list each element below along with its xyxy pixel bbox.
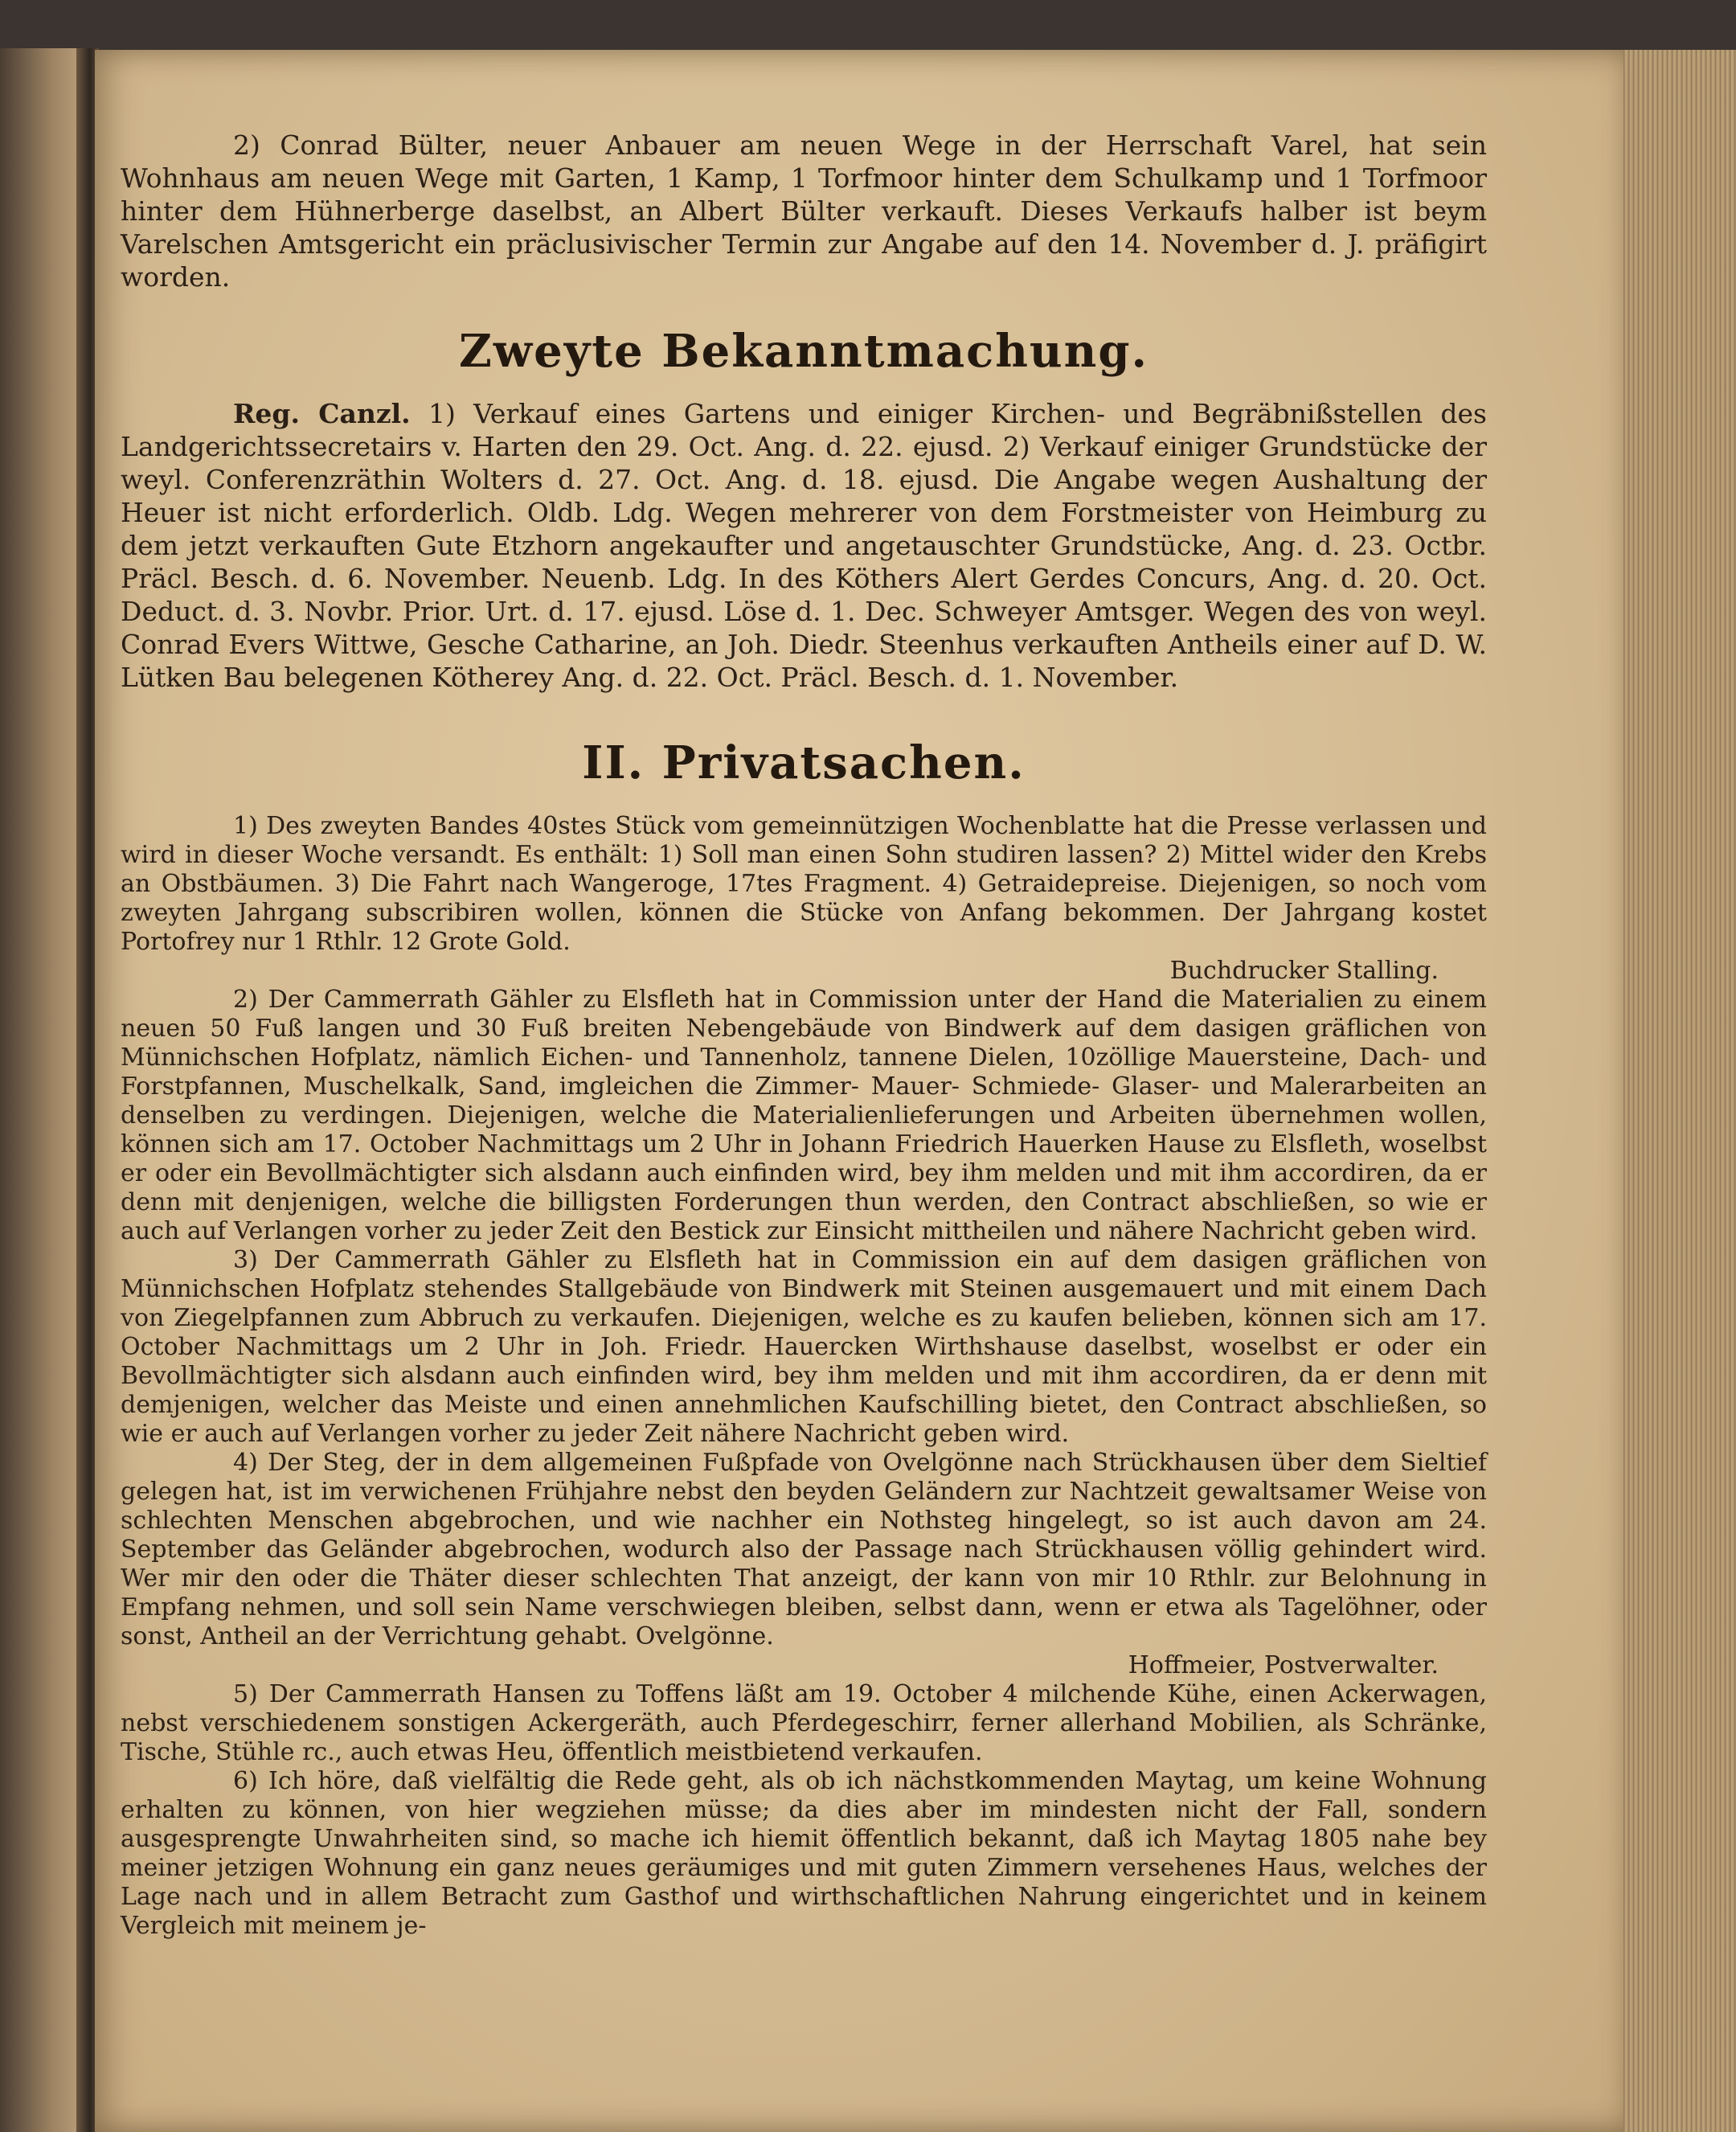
private-item-4-signature: Hoffmeier, Postverwalter. xyxy=(1128,1651,1439,1679)
heading-second-announcement: Zweyte Bekanntmachung. xyxy=(458,325,1149,378)
private-item-2: 2) Der Cammerrath Gähler zu Elsfleth hat in Commission unter der Hand die Materialien zu einem neuen 50 Fuß langen und 30 Fuß breiten Nebengebäude von Bindwerk auf dem dasigen gräflichen von Münnichschen Hofplatz, nämlich Eichen- und Tannenholz, tannene Dielen, 10zöllige Mauersteine, Dach- und Forstpfannen, Muschelkalk, Sand, imgleichen die Zimmer- Mauer- Schmiede- Glaser- und Malerarbeiten an denselben zu verdingen. Diejenigen, welche die Materialienlieferungen und Arbeiten übernehmen wollen, können sich am 17. October Nachmittags um 2 Uhr in Johann Friedrich Hauerken Hause zu Elsfleth, woselbst er oder ein Bevollmächtigter sich alsdann auch einfinden wird, bey ihm melden und mit ihm accordiren, da er denn mit denjenigen, welche die billigsten Forderungen thun werden, den Contract abschließen, so wie er auch auf Verlangen vorher zu jeder Zeit den Bestick zur Einsicht mittheilen und nähere Nachricht geben wird. xyxy=(121,986,1487,1245)
private-item-5: 5) Der Cammerrath Hansen zu Toffens läßt am 19. October 4 milchende Kühe, einen Ackerwagen, nebst verschiedenem sonstigen Ackergeräth, auch Pferdegeschirr, ferner allerhand Mobilien, als Schränke, Tische, Stühle rc., auch etwas Heu, öffentlich meistbietend verkaufen. xyxy=(121,1680,1487,1766)
heading-private-matters: II. Privatsachen. xyxy=(582,736,1026,789)
second-announcement xyxy=(121,397,1487,694)
private-list xyxy=(121,812,1487,1941)
private-item-1-signature: Buchdrucker Stalling. xyxy=(1169,957,1439,985)
page-content xyxy=(121,129,1487,1941)
private-item-4: 4) Der Steg, der in dem allgemeinen Fußpfade von Ovelgönne nach Strückhausen über dem Sieltief gelegen hat, ist im verwichenen Frühjahre nebst den beyden Geländern zur Nachtzeit gewaltsamer Weise von schlechten Menschen abgebrochen, und wie nachher ein Nothsteg hingelegt, so ist auch davon am 24. September das Geländer abgebrochen, wodurch also der Passage nach Strückhausen völlig gehindert wird. Wer mir den oder die Thäter dieser schlechten That anzeigt, der kann von mir 10 Rthlr. zur Belohnung in Empfang nehmen, und soll sein Name verschwiegen bleiben, selbst dann, wenn er etwa als Tagelöhner, oder sonst, Antheil an der Verrichtung gehabt. Ovelgönne. xyxy=(121,1449,1487,1650)
second-announcement-text: 1) Verkauf eines Gartens und einiger Kirchen- und Begräbnißstellen des Landgerichtssecretairs v. Harten den 29. Oct. Ang. d. 22. ejusd. 2) Verkauf einiger Grundstücke der weyl. Conferenzräthin Wolters d. 27. Oct. Ang. d. 18. ejusd. Die Angabe wegen Aushaltung der Heuer ist nicht erforderlich. Oldb. Ldg. Wegen mehrerer von dem Forstmeister von Heimburg zu dem jetzt verkauften Gute Etzhorn angekaufter und angetauschter Grundstücke, Ang. d. 23. Octbr. Präcl. Besch. d. 6. November. Neuenb. Ldg. In des Köthers Alert Gerdes Concurs, Ang. d. 20. Oct. Deduct. d. 3. Novbr. Prior. Urt. d. 17. ejusd. Löse d. 1. Dec. Schweyer Amtsger. Wegen des von weyl. Conrad Evers Wittwe, Gesche Catharine, an Joh. Diedr. Steenhus verkauften Antheils einer auf D. W. Lütken Bau belegenen Kötherey Ang. d. 22. Oct. Präcl. Besch. d. 1. November. xyxy=(121,398,1487,693)
private-item-3: 3) Der Cammerrath Gähler zu Elsfleth hat in Commission ein auf dem dasigen gräflichen von Münnichschen Hofplatz stehendes Stallgebäude von Bindwerk mit Steinen ausgemauert und mit einem Dach von Ziegelpfannen zum Abbruch zu verkaufen. Diejenigen, welche es zu kaufen belieben, können sich am 17. October Nachmittags um 2 Uhr in Joh. Friedr. Hauercken Wirthshause daselbst, woselbst er oder ein Bevollmächtigter sich alsdann auch einfinden wird, bey ihm melden und mit ihm accordiren, da er denn mit demjenigen, welcher das Meiste und einen annehmlichen Kaufschilling bietet, den Contract abschließen, so wie er auch auf Verlangen vorher zu jeder Zeit nähere Nachricht geben wird. xyxy=(121,1246,1487,1448)
notice-two: 2) Conrad Bülter, neuer Anbauer am neuen Wege in der Herrschaft Varel, hat sein Wohnhaus am neuen Wege mit Garten, 1 Kamp, 1 Torfmoor hinter dem Schulkamp und 1 Torfmoor hinter dem Hühnerberge daselbst, an Albert Bülter verkauft. Dieses Verkaufs halber ist beym Varelschen Amtsgericht ein präclusivischer Termin zur Angabe auf den 14. November d. J. präfigirt worden. xyxy=(121,129,1487,293)
page-edges xyxy=(1623,50,1736,2132)
private-item-1: 1) Des zweyten Bandes 40stes Stück vom gemeinnützigen Wochenblatte hat die Presse verlassen und wird in dieser Woche versandt. Es enthält: 1) Soll man einen Sohn studiren lassen? 2) Mittel wider den Krebs an Obstbäumen. 3) Die Fahrt nach Wangeroge, 17tes Fragment. 4) Getraidepreise. Diejenigen, so noch vom zweyten Jahrgang subscribiren wollen, können die Stücke von Anfang bekommen. Der Jahrgang kostet Portofrey nur 1 Rthlr. 12 Grote Gold. xyxy=(121,812,1487,956)
private-item-6: 6) Ich höre, daß vielfältig die Rede geht, als ob ich nächstkommenden Maytag, um keine Wohnung erhalten zu können, von hier wegziehen müsse; da dies aber im mindesten nicht der Fall, sondern ausgesprengte Unwahrheiten sind, so mache ich hiemit öffentlich bekannt, daß ich Maytag 1805 nahe bey meiner jetzigen Wohnung ein ganz neues geräumiges und mit guten Zimmern versehenes Haus, welches der Lage nach und in allem Betracht zum Gasthof und wirthschaftlichen Nahrung eingerichtet und in keinem Vergleich mit meinem je- xyxy=(121,1767,1487,1940)
second-announcement-lead: Reg. Canzl. xyxy=(233,398,411,429)
